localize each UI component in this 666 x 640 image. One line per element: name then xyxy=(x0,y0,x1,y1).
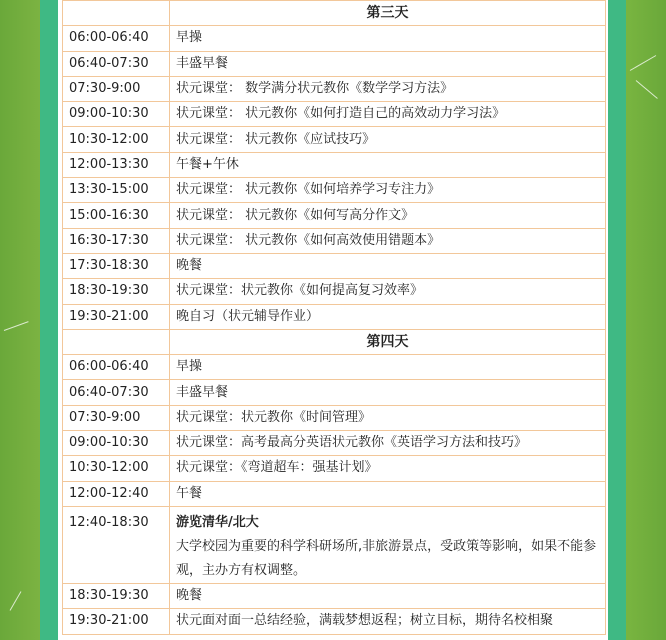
table-row xyxy=(63,431,606,456)
activity-cell: 丰盛早餐 xyxy=(170,51,606,76)
time-cell: 06:40-07:30 xyxy=(63,51,170,76)
time-cell: 07:30-9:00 xyxy=(63,405,170,430)
activity-cell: 晚自习（状元辅导作业） xyxy=(170,304,606,329)
tour-note: 大学校园为重要的科学科研场所,非旅游景点，受政策等影响，如果不能参观，主办方有权调整。 xyxy=(176,538,597,578)
table-row xyxy=(63,152,606,177)
table-row xyxy=(63,127,606,152)
table-row xyxy=(63,609,606,634)
activity-cell: 状元课堂： 状元教你《如何培养学习专注力》 xyxy=(170,178,606,203)
activity-cell: 状元课堂： 状元教你《如何高效使用错题本》 xyxy=(170,228,606,253)
time-cell: 09:00-10:30 xyxy=(63,431,170,456)
table-row xyxy=(63,380,606,405)
time-cell: 18:30-19:30 xyxy=(63,279,170,304)
time-cell: 16:30-17:30 xyxy=(63,228,170,253)
time-cell: 17:30-18:30 xyxy=(63,253,170,278)
day-header-blank xyxy=(63,329,170,354)
table-row xyxy=(63,76,606,101)
activity-cell: 状元课堂： 状元教你《应试技巧》 xyxy=(170,127,606,152)
time-cell: 06:40-07:30 xyxy=(63,380,170,405)
activity-cell: 状元面对面一总结经验，满载梦想返程；树立目标，期待名校相聚 xyxy=(170,609,606,634)
background-right xyxy=(626,0,666,640)
table-row xyxy=(63,355,606,380)
activity-cell: 状元课堂：状元教你《时间管理》 xyxy=(170,405,606,430)
table-row xyxy=(63,583,606,608)
activity-cell: 状元课堂： 状元教你《如何打造自己的高效动力学习法》 xyxy=(170,102,606,127)
day-title: 第四天 xyxy=(170,329,606,354)
day-header-row xyxy=(63,1,606,26)
table-row xyxy=(63,26,606,51)
time-cell: 12:00-13:30 xyxy=(63,152,170,177)
table-row xyxy=(63,405,606,430)
background-left xyxy=(0,0,40,640)
activity-cell: 午餐 xyxy=(170,481,606,506)
activity-cell: 状元课堂：高考最高分英语状元教你《英语学习方法和技巧》 xyxy=(170,431,606,456)
tour-cell xyxy=(170,506,606,583)
activity-cell: 早操 xyxy=(170,355,606,380)
table-row xyxy=(63,178,606,203)
time-cell: 10:30-12:00 xyxy=(63,127,170,152)
schedule-table xyxy=(62,0,606,635)
time-cell: 19:30-21:00 xyxy=(63,609,170,634)
table-row xyxy=(63,304,606,329)
table-row xyxy=(63,203,606,228)
activity-cell: 状元课堂： 数学满分状元教你《数学学习方法》 xyxy=(170,76,606,101)
activity-cell: 午餐+午休 xyxy=(170,152,606,177)
table-row xyxy=(63,51,606,76)
time-cell: 06:00-06:40 xyxy=(63,355,170,380)
table-row xyxy=(63,456,606,481)
activity-cell: 早操 xyxy=(170,26,606,51)
table-row xyxy=(63,228,606,253)
activity-cell: 晚餐 xyxy=(170,253,606,278)
activity-cell: 丰盛早餐 xyxy=(170,380,606,405)
schedule-board xyxy=(40,0,626,640)
activity-cell: 晚餐 xyxy=(170,583,606,608)
time-cell: 19:30-21:00 xyxy=(63,304,170,329)
time-cell: 09:00-10:30 xyxy=(63,102,170,127)
table-row xyxy=(63,253,606,278)
time-cell: 10:30-12:00 xyxy=(63,456,170,481)
table-row xyxy=(63,279,606,304)
time-cell: 12:00-12:40 xyxy=(63,481,170,506)
table-row xyxy=(63,481,606,506)
tour-title: 游览清华/北大 xyxy=(176,514,259,530)
activity-cell: 状元课堂：《弯道超车：强基计划》 xyxy=(170,456,606,481)
activity-cell: 状元课堂：状元教你《如何提高复习效率》 xyxy=(170,279,606,304)
time-cell: 12:40-18:30 xyxy=(63,506,170,583)
activity-cell: 状元课堂： 状元教你《如何写高分作文》 xyxy=(170,203,606,228)
day-header-blank xyxy=(63,1,170,26)
time-cell: 06:00-06:40 xyxy=(63,26,170,51)
time-cell: 07:30-9:00 xyxy=(63,76,170,101)
table-row xyxy=(63,506,606,583)
schedule-sheet xyxy=(58,0,608,640)
day-title: 第三天 xyxy=(170,1,606,26)
day-header-row xyxy=(63,329,606,354)
table-row xyxy=(63,102,606,127)
time-cell: 13:30-15:00 xyxy=(63,178,170,203)
time-cell: 18:30-19:30 xyxy=(63,583,170,608)
time-cell: 15:00-16:30 xyxy=(63,203,170,228)
